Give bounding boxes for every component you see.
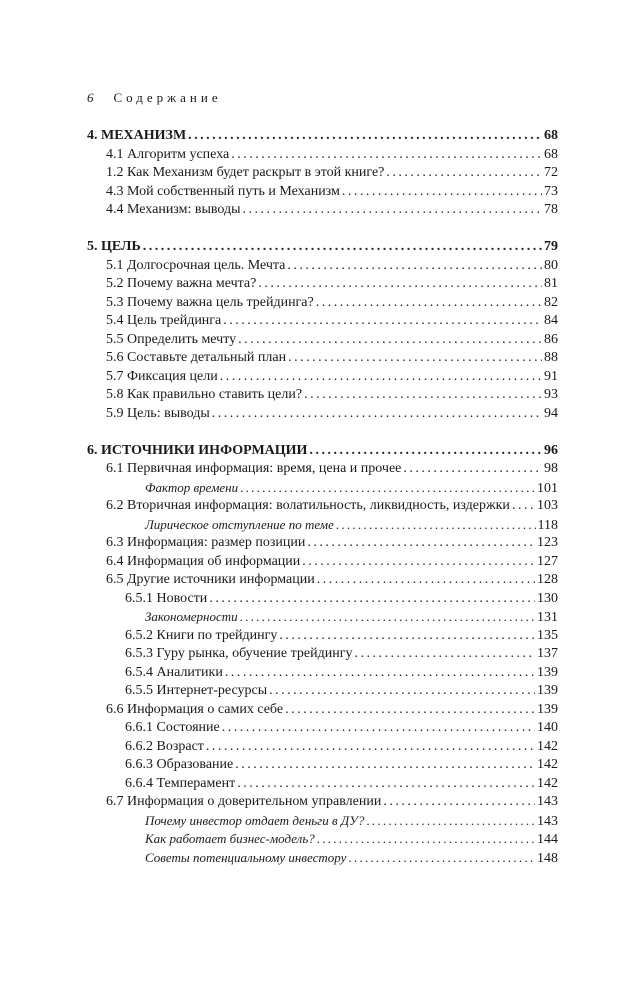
toc-entry-title: 6.5.3 Гуру рынка, обучение трейдингу: [125, 646, 353, 661]
toc-page-number: 127: [537, 553, 558, 569]
dot-leader: [317, 830, 535, 849]
dot-leader: [383, 793, 535, 812]
dot-leader: [143, 238, 542, 257]
dot-leader: [336, 516, 536, 535]
dot-leader: [237, 775, 535, 794]
toc-entry-title: 5.2 Почему важна мечта?: [106, 276, 257, 291]
toc-entry-title: 6.2 Вторичная информация: волатильность, ликвидность, издержки: [106, 498, 510, 513]
toc-entry[interactable]: [87, 275, 558, 294]
page-number: 6: [87, 90, 94, 105]
dot-leader: [225, 664, 535, 683]
toc-entry-title: 5.1 Долгосрочная цель. Мечта: [106, 257, 286, 273]
toc-entry-title: 5. ЦЕЛЬ: [87, 239, 141, 254]
toc-page-number: 142: [537, 775, 558, 791]
toc-entry-title: 5.8 Как правильно ставить цели?: [106, 387, 303, 402]
chapter-heading[interactable]: [87, 127, 558, 146]
toc-entry[interactable]: [87, 349, 558, 368]
running-header: [87, 90, 222, 106]
toc-entry-title: 5.7 Фиксация цели: [106, 368, 218, 384]
toc-entry[interactable]: [87, 146, 558, 165]
table-of-contents: [87, 127, 558, 886]
dot-leader: [209, 590, 535, 609]
dot-leader: [302, 553, 535, 572]
dot-leader: [223, 312, 542, 331]
toc-page-number: 144: [537, 832, 558, 847]
toc-page-number: 142: [537, 757, 558, 772]
toc-section: [87, 442, 558, 868]
toc-page-number: 139: [537, 701, 558, 717]
dot-leader: [348, 849, 535, 868]
toc-entry[interactable]: [87, 849, 558, 868]
toc-entry-title: 6.6.1 Состояние: [125, 720, 220, 735]
toc-page-number: 88: [544, 350, 558, 365]
toc-page-number: 128: [537, 572, 558, 587]
dot-leader: [188, 127, 542, 146]
toc-entry[interactable]: [87, 201, 558, 220]
dot-leader: [235, 756, 535, 775]
toc-page-number: 103: [537, 498, 558, 513]
toc-entry[interactable]: [87, 793, 558, 812]
dot-leader: [309, 442, 542, 461]
toc-entry-title: 5.5 Определить мечту: [106, 331, 237, 347]
toc-entry-title: 6.6.3 Образование: [125, 757, 234, 772]
dot-leader: [231, 146, 542, 165]
toc-entry-title: 6.3 Информация: размер позиции: [106, 535, 306, 550]
toc-entry-title: 5.4 Цель трейдинга: [106, 313, 222, 328]
dot-leader: [222, 719, 535, 738]
dot-leader: [287, 257, 542, 276]
toc-page-number: 143: [537, 794, 558, 809]
toc-entry[interactable]: [87, 590, 558, 609]
toc-page-number: 72: [544, 165, 558, 180]
dot-leader: [304, 386, 542, 405]
toc-entry[interactable]: [87, 183, 558, 202]
toc-page-number: 130: [537, 590, 558, 606]
toc-entry-title: Закономерности: [145, 609, 238, 624]
dot-leader: [238, 331, 542, 350]
chapter-heading[interactable]: [87, 442, 558, 461]
toc-entry[interactable]: [87, 312, 558, 331]
toc-entry-title: 5.6 Составьте детальный план: [106, 350, 287, 365]
toc-entry-title: 6.5.4 Аналитики: [125, 664, 223, 680]
toc-section: [87, 127, 558, 220]
toc-entry-title: 4.4 Механизм: выводы: [106, 202, 241, 217]
toc-entry[interactable]: [87, 775, 558, 794]
dot-leader: [240, 608, 535, 627]
toc-entry-title: 6.5.2 Книги по трейдингу: [125, 627, 278, 643]
toc-entry[interactable]: [87, 553, 558, 572]
dot-leader: [317, 571, 535, 590]
toc-entry-title: 1.2 Как Механизм будет раскрыт в этой книге?: [106, 165, 385, 180]
dot-leader: [220, 368, 542, 387]
toc-entry[interactable]: [87, 405, 558, 424]
toc-entry-title: 6.5.1 Новости: [125, 590, 208, 606]
toc-page-number: 137: [537, 646, 558, 661]
dot-leader: [258, 275, 542, 294]
toc-page-number: 96: [544, 442, 558, 458]
dot-leader: [279, 627, 535, 646]
chapter-heading[interactable]: [87, 238, 558, 257]
toc-entry[interactable]: [87, 682, 558, 701]
toc-page-number: 79: [544, 239, 558, 254]
toc-page-number: 93: [544, 387, 558, 402]
toc-entry-title: 5.9 Цель: выводы: [106, 405, 210, 421]
toc-entry[interactable]: [87, 294, 558, 313]
toc-entry[interactable]: [87, 257, 558, 276]
toc-page-number: 101: [537, 480, 558, 496]
dot-leader: [354, 645, 535, 664]
toc-entry-title: 6.6 Информация о самих себе: [106, 701, 284, 717]
dot-leader: [269, 682, 535, 701]
toc-entry[interactable]: [87, 812, 558, 831]
toc-entry-title: 6.6.4 Темперамент: [125, 775, 236, 791]
toc-entry[interactable]: [87, 738, 558, 757]
toc-page-number: 142: [537, 738, 558, 754]
toc-entry[interactable]: [87, 701, 558, 720]
toc-entry-title: 6.1 Первичная информация: время, цена и прочее: [106, 461, 402, 476]
dot-leader: [512, 497, 535, 516]
toc-page-number: 148: [537, 850, 558, 866]
toc-entry[interactable]: [87, 497, 558, 516]
toc-entry-title: 6.6.2 Возраст: [125, 738, 204, 754]
toc-page-number: 118: [537, 517, 558, 533]
toc-entry[interactable]: [87, 331, 558, 350]
toc-entry[interactable]: [87, 756, 558, 775]
toc-page-number: 139: [537, 664, 558, 680]
dot-leader: [243, 201, 542, 220]
toc-entry[interactable]: [87, 516, 558, 535]
toc-page-number: 86: [544, 331, 558, 347]
toc-page-number: 98: [544, 461, 558, 476]
running-title: Содержание: [113, 90, 222, 105]
toc-entry-title: Как работает бизнес-модель?: [145, 831, 315, 846]
toc-page-number: 94: [544, 405, 558, 421]
toc-entry-title: 4.1 Алгоритм успеха: [106, 146, 230, 162]
toc-entry[interactable]: [87, 664, 558, 683]
toc-entry-title: 4. МЕХАНИЗМ: [87, 128, 187, 143]
dot-leader: [386, 164, 542, 183]
toc-entry-title: Фактор времени: [145, 479, 239, 495]
toc-entry-title: 4.3 Мой собственный путь и Механизм: [106, 183, 340, 199]
toc-entry[interactable]: [87, 627, 558, 646]
toc-entry[interactable]: [87, 479, 558, 498]
dot-leader: [316, 294, 542, 313]
toc-entry-title: Лирическое отступление по теме: [145, 516, 334, 532]
toc-page-number: 82: [544, 294, 558, 310]
toc-page-number: 68: [544, 128, 558, 143]
toc-page-number: 84: [544, 313, 558, 328]
dot-leader: [285, 701, 535, 720]
toc-entry-title: 6.7 Информация о доверительном управлении: [106, 794, 382, 809]
dot-leader: [212, 405, 542, 424]
dot-leader: [206, 738, 535, 757]
toc-entry-title: 6.5 Другие источники информации: [106, 572, 315, 587]
toc-entry[interactable]: [87, 571, 558, 590]
toc-page-number: 139: [537, 683, 558, 698]
toc-page-number: 81: [544, 276, 558, 291]
toc-entry[interactable]: [87, 830, 558, 849]
toc-entry[interactable]: [87, 534, 558, 553]
toc-entry-title: 6. ИСТОЧНИКИ ИНФОРМАЦИИ: [87, 442, 308, 458]
toc-page-number: 73: [544, 183, 558, 199]
dot-leader: [288, 349, 542, 368]
toc-page-number: 78: [544, 202, 558, 217]
toc-entry[interactable]: [87, 164, 558, 183]
dot-leader: [307, 534, 535, 553]
toc-page-number: 91: [544, 368, 558, 384]
toc-entry-title: Советы потенциальному инвестору: [145, 849, 347, 865]
toc-page-number: 80: [544, 257, 558, 273]
dot-leader: [366, 812, 535, 831]
toc-section: [87, 238, 558, 423]
toc-page-number: 143: [537, 813, 558, 829]
toc-entry[interactable]: [87, 386, 558, 405]
toc-page-number: 140: [537, 720, 558, 735]
toc-entry-title: 6.4 Информация об информации: [106, 553, 301, 569]
toc-page-number: 131: [537, 610, 558, 625]
toc-entry[interactable]: [87, 460, 558, 479]
toc-page-number: 123: [537, 535, 558, 550]
toc-entry[interactable]: [87, 719, 558, 738]
toc-entry-title: 5.3 Почему важна цель трейдинга?: [106, 294, 314, 310]
toc-entry-title: Почему инвестор отдает деньги в ДУ?: [145, 812, 365, 828]
dot-leader: [342, 183, 542, 202]
dot-leader: [403, 460, 542, 479]
toc-page-number: 68: [544, 146, 558, 162]
toc-entry[interactable]: [87, 368, 558, 387]
dot-leader: [240, 479, 535, 498]
toc-entry[interactable]: [87, 608, 558, 627]
toc-entry-title: 6.5.5 Интернет-ресурсы: [125, 683, 268, 698]
toc-page-number: 135: [537, 627, 558, 643]
toc-entry[interactable]: [87, 645, 558, 664]
